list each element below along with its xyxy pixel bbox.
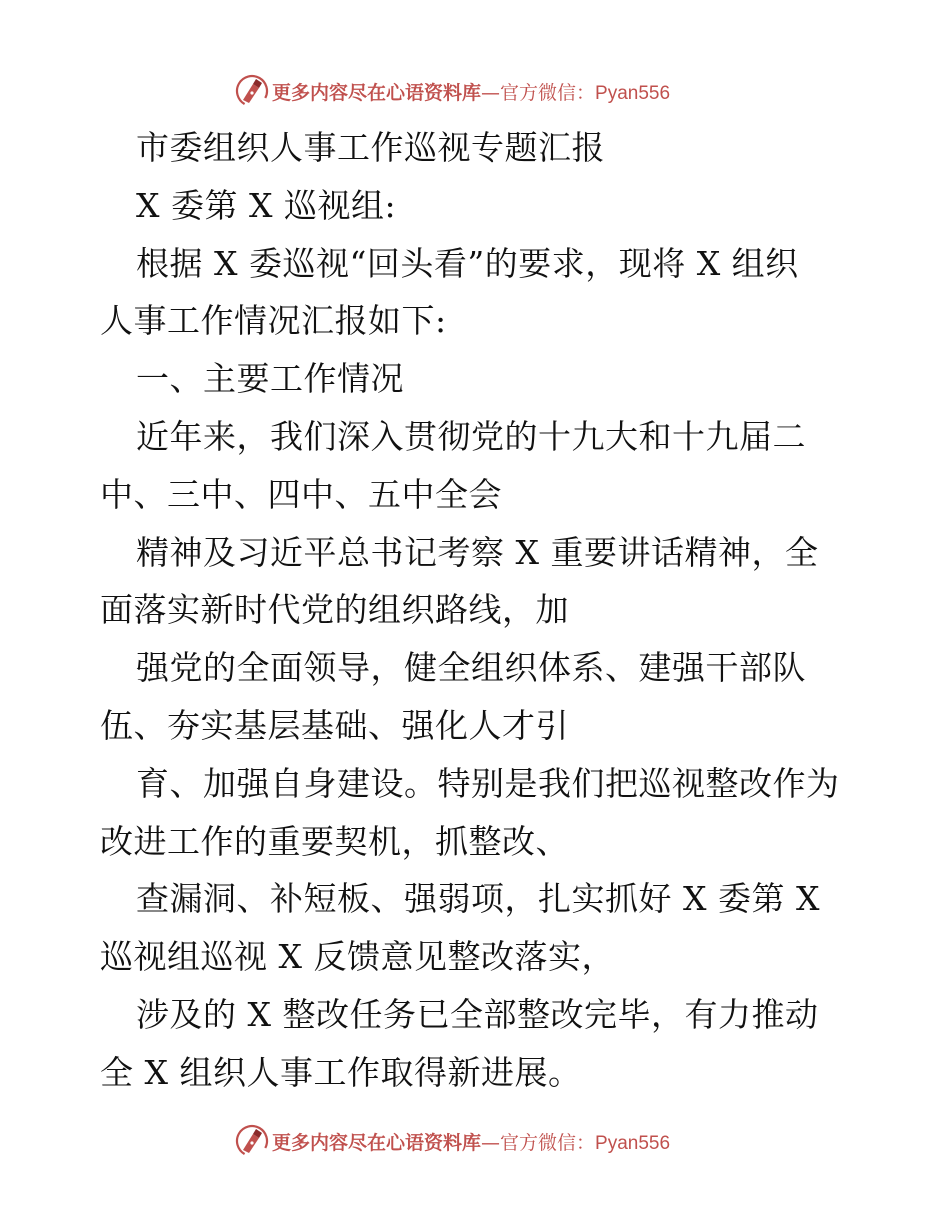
watermark-text-main: 更多内容尽在心语资料库	[272, 1131, 482, 1154]
paragraph-line: 查漏洞、补短板、强弱项，扎实抓好 X 委第 X	[136, 879, 820, 919]
watermark-text	[272, 1128, 670, 1155]
watermark-text-prefix: —官方微信：	[481, 1131, 596, 1154]
paragraph-line: 全 X 组织人事工作取得新进展。	[100, 1052, 582, 1092]
watermark-wechat-id: Pyan556	[595, 1132, 671, 1154]
paragraph-line: 伍、夯实基层基础、强化人才引	[100, 705, 569, 745]
document-title: 市委组织人事工作巡视专题汇报	[136, 128, 605, 167]
paragraph-line: 中、三中、四中、五中全会	[100, 474, 502, 514]
paragraph-line: 强党的全面领导，健全组织体系、建强干部队	[136, 648, 806, 688]
section-heading: 一、主要工作情况	[136, 359, 404, 399]
paragraph-line: 改进工作的重要契机，抓整改、	[100, 821, 569, 861]
watermark-text-main: 更多内容尽在心语资料库	[272, 81, 482, 104]
watermark-text	[272, 78, 670, 105]
paragraph-line: 涉及的 X 整改任务已全部整改完毕，有力推动	[136, 994, 819, 1034]
paragraph-line: 巡视组巡视 X 反馈意见整改落实，	[100, 937, 615, 977]
document-salutation: X 委第 X 巡视组:	[136, 185, 397, 225]
pen-logo-icon	[234, 73, 270, 109]
paragraph-line: 育、加强自身建设。特别是我们把巡视整改作为	[136, 763, 840, 803]
watermark-text-prefix: —官方微信：	[481, 81, 596, 104]
paragraph-line: 精神及习近平总书记考察 X 重要讲话精神，全	[136, 532, 819, 572]
document-body	[100, 119, 860, 1102]
paragraph-line: 近年来，我们深入贯彻党的十九大和十九届二	[136, 416, 806, 456]
watermark-footer	[234, 1121, 670, 1161]
watermark-wechat-id: Pyan556	[595, 82, 671, 104]
paragraph-line: 人事工作情况汇报如下:	[100, 301, 447, 341]
watermark-header	[234, 71, 670, 111]
paragraph-line: 面落实新时代党的组织路线，加	[100, 590, 569, 630]
paragraph-line: 根据 X 委巡视“回头看”的要求，现将 X 组织	[136, 243, 799, 283]
pen-logo-icon	[234, 1123, 270, 1159]
